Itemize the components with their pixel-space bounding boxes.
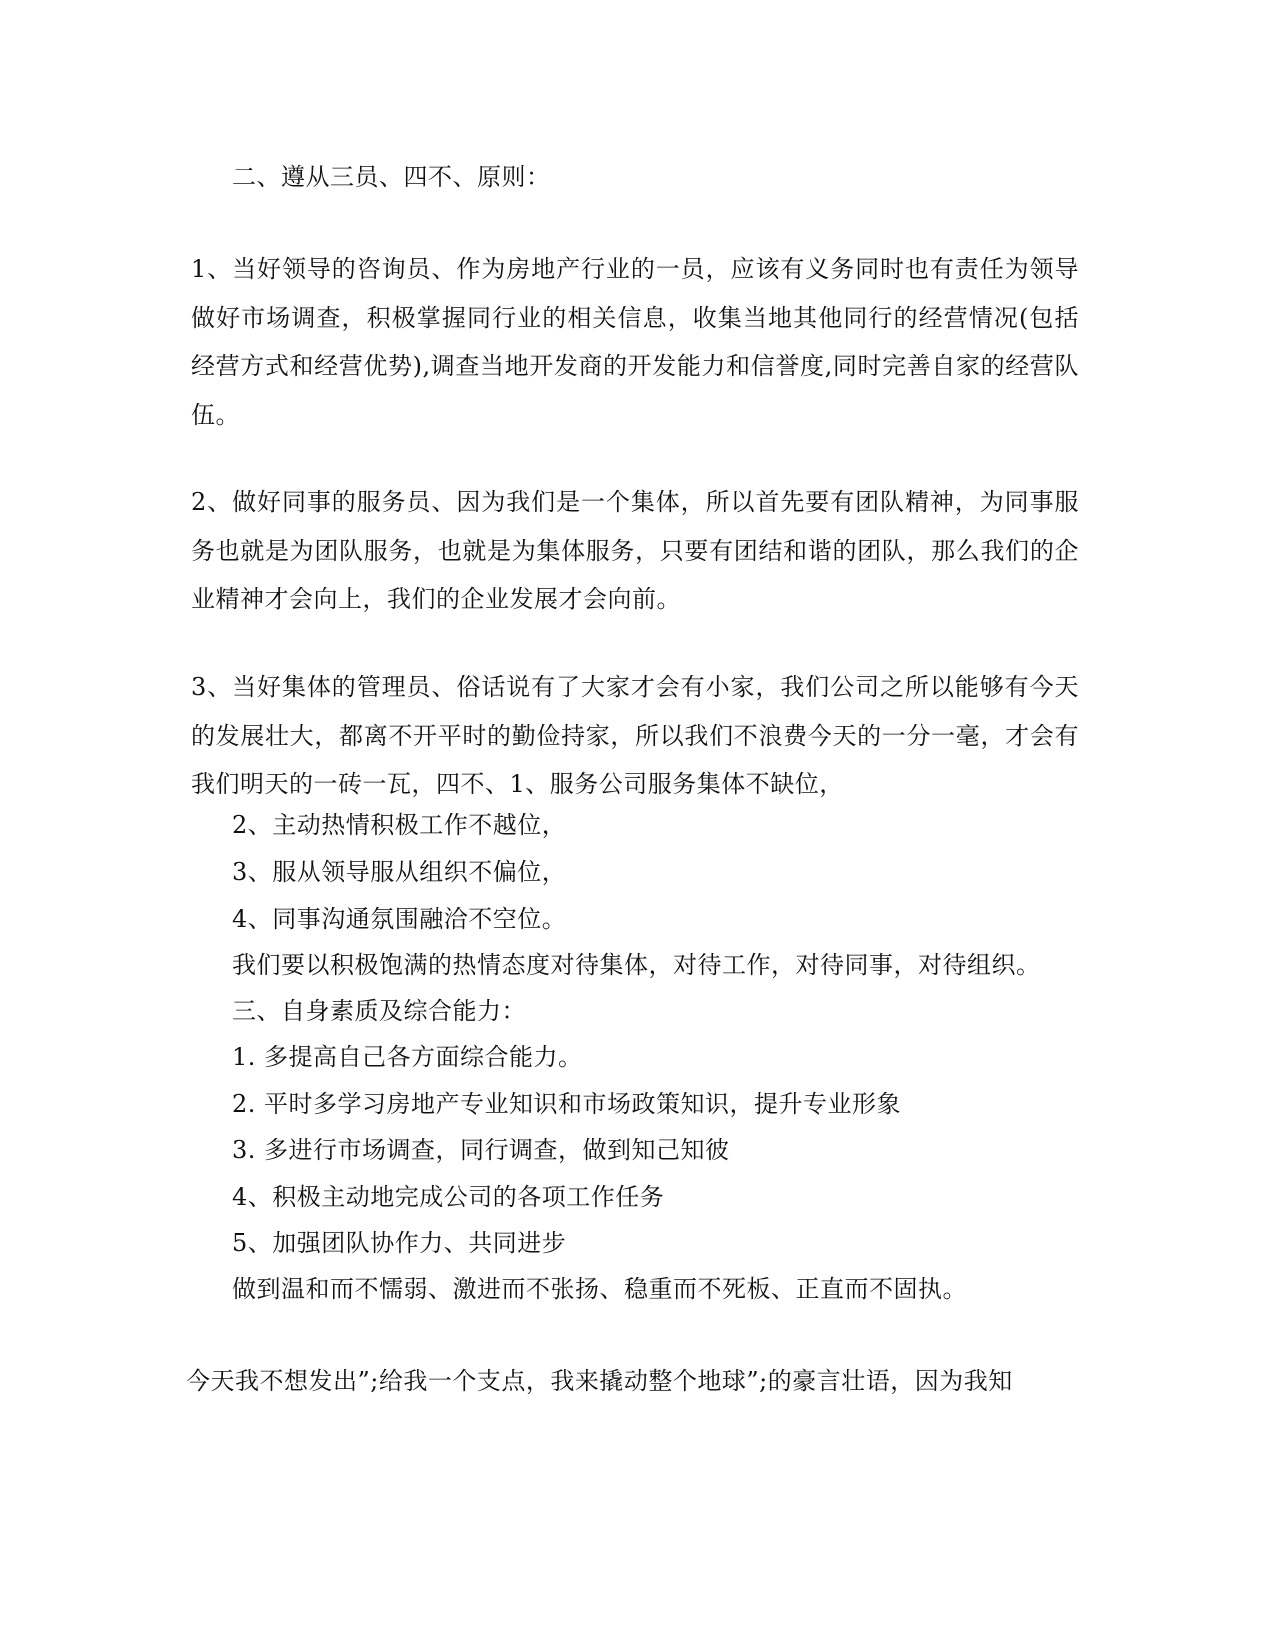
section3-item: 5、加强团队协作力、共同进步 — [232, 1229, 567, 1257]
four-no-item: 3、服从领导服从组织不偏位， — [232, 858, 567, 886]
last-line: 今天我不想发出”;给我一个支点，我来撬动整个地球”;的豪言壮语，因为我知 — [186, 1367, 1013, 1395]
section2-heading: 二、遵从三员、四不、原则： — [232, 163, 551, 191]
closing-line: 做到温和而不懦弱、激进而不张扬、稳重而不死板、正直而不固执。 — [232, 1275, 967, 1303]
paragraph-advisor: 1、当好领导的咨询员、作为房地产行业的一员，应该有义务同时也有责任为领导做好市场调查，积极掌握同行业的相关信息，收集当地其他同行的经营情况(包括经营方式和经营优势),调查当地开发商的开发能力和信誉度,同时完善自家的经营队伍。 — [191, 255, 1079, 429]
section3-heading: 三、自身素质及综合能力： — [232, 997, 526, 1025]
paragraph-manager: 3、当好集体的管理员、俗话说有了大家才会有小家，我们公司之所以能够有今天的发展壮大，都离不开平时的勤俭持家，所以我们不浪费今天的一分一毫，才会有我们明天的一砖一瓦，四不、1、服务公司服务集体不缺位， — [191, 673, 1079, 798]
section3-item: 1. 多提高自己各方面综合能力。 — [232, 1043, 583, 1071]
four-no-item: 2、主动热情积极工作不越位， — [232, 811, 567, 839]
four-no-item: 4、同事沟通氛围融洽不空位。 — [232, 905, 567, 933]
section3-item: 4、积极主动地完成公司的各项工作任务 — [232, 1183, 665, 1211]
section3-item: 2. 平时多学习房地产专业知识和市场政策知识，提升专业形象 — [232, 1090, 902, 1118]
paragraph-service: 2、做好同事的服务员、因为我们是一个集体，所以首先要有团队精神，为同事服务也就是为团队服务，也就是为集体服务，只要有团结和谐的团队，那么我们的企业精神才会向上，我们的企业发展才会向前。 — [191, 488, 1079, 613]
section3-item: 3. 多进行市场调查，同行调查，做到知己知彼 — [232, 1136, 730, 1164]
attitude-line: 我们要以积极饱满的热情态度对待集体，对待工作，对待同事，对待组织。 — [232, 951, 1041, 979]
